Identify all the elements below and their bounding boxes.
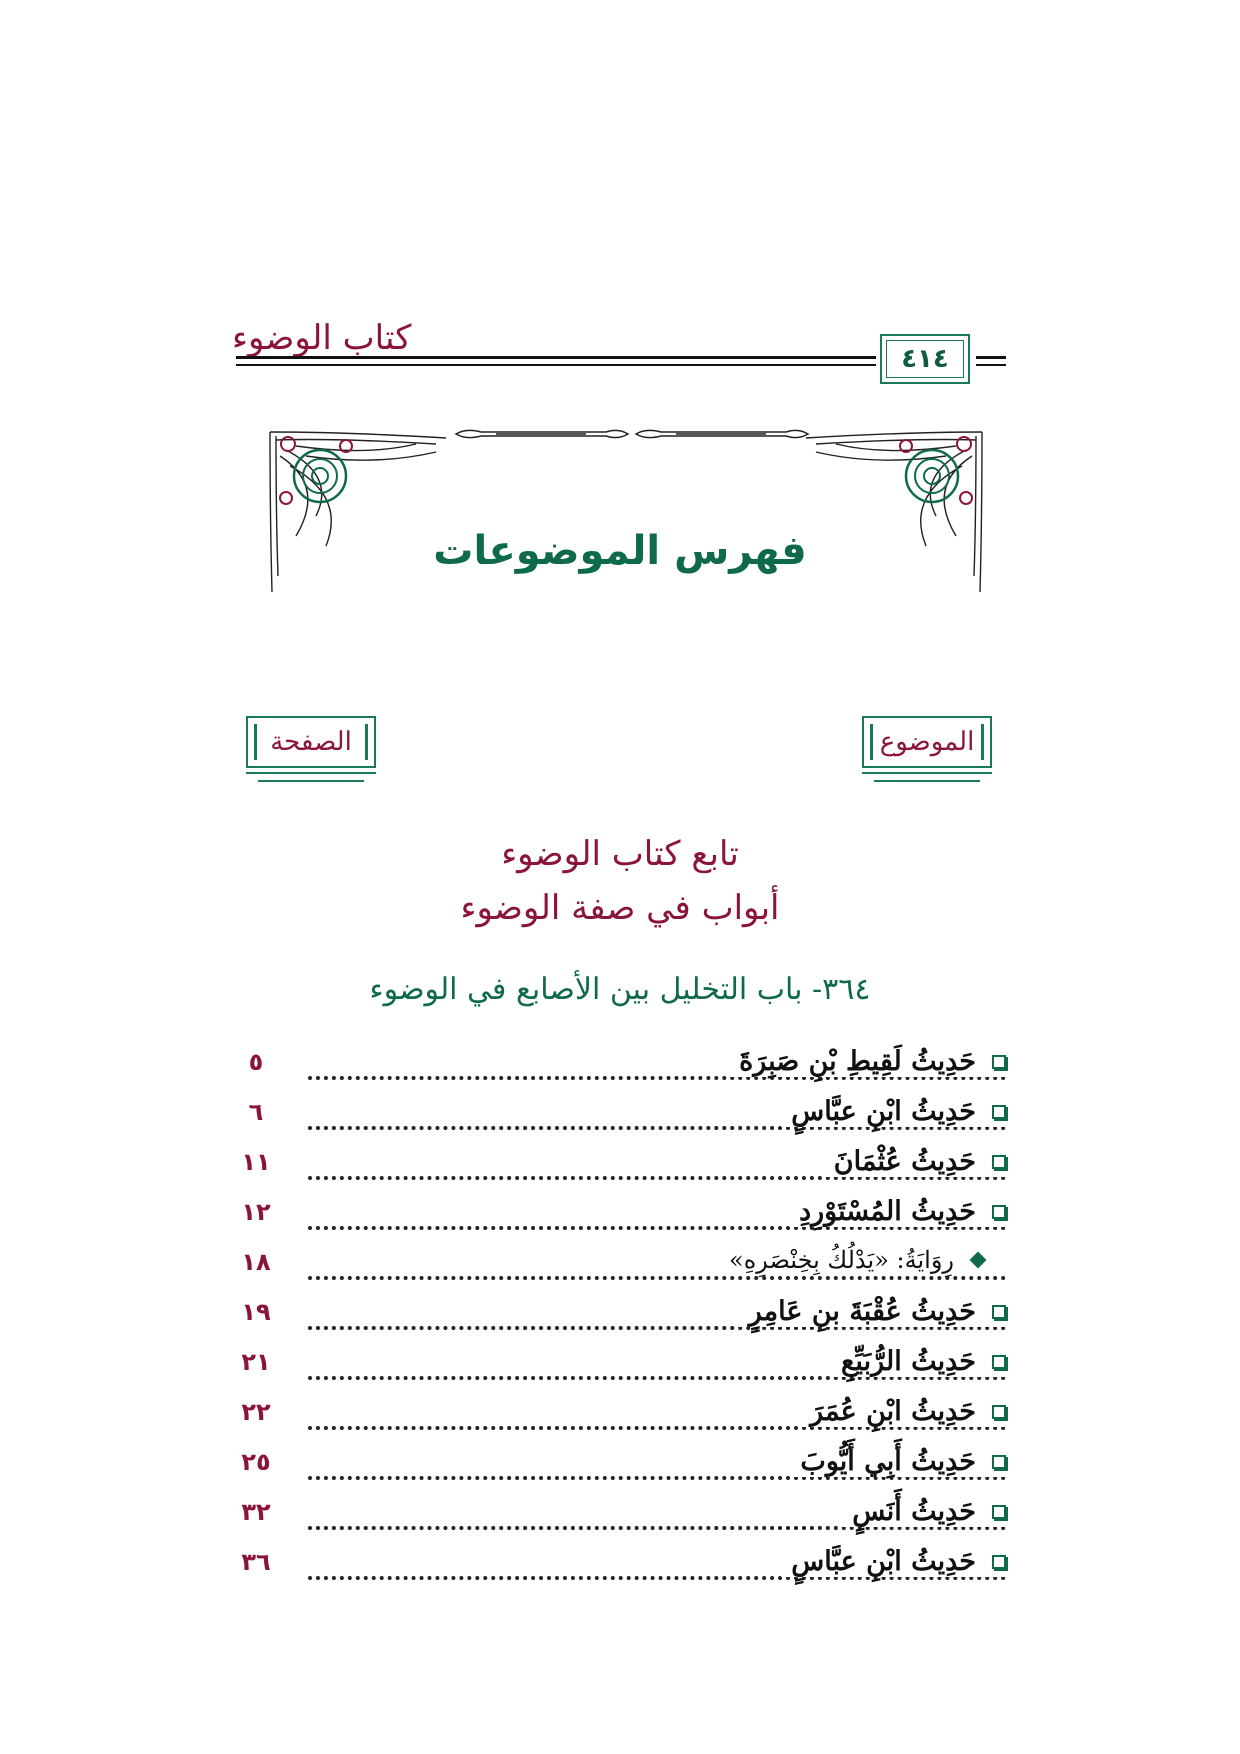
toc-entry-title: حَدِيثُ لَقِيطِ بْنِ صَبِرَةَ xyxy=(739,1046,976,1077)
toc-entry-title: حَدِيثُ ابْنِ عُمَرَ xyxy=(810,1396,976,1427)
toc-entry-page: ٦ xyxy=(248,1098,264,1126)
header-rule xyxy=(236,356,876,359)
square-bullet-icon xyxy=(992,1455,1006,1469)
square-bullet-icon xyxy=(992,1205,1006,1219)
toc-row[interactable] xyxy=(236,1396,1006,1444)
toc-row[interactable] xyxy=(236,1196,1006,1244)
toc-row[interactable] xyxy=(236,1346,1006,1394)
toc-entry-page: ١٨ xyxy=(241,1248,271,1276)
toc-row[interactable] xyxy=(236,1046,1006,1094)
page-title: فهرس الموضوعات xyxy=(433,528,807,574)
square-bullet-icon xyxy=(992,1505,1006,1519)
left-rosette-icon xyxy=(280,437,352,504)
toc-row[interactable] xyxy=(236,1096,1006,1144)
toc-entry-title: حَدِيثُ ابْنِ عبَّاسٍ xyxy=(791,1096,976,1127)
toc-entry-title: حَدِيثُ أَنَسٍ xyxy=(852,1496,976,1527)
toc-entry-page: ١٩ xyxy=(241,1298,271,1326)
toc-entry-title: حَدِيثُ ابْنِ عبَّاسٍ xyxy=(791,1546,976,1577)
toc-entry-page: ١١ xyxy=(241,1148,271,1176)
square-bullet-icon xyxy=(992,1155,1006,1169)
right-rosette-icon xyxy=(900,437,972,504)
toc-row[interactable] xyxy=(236,1546,1006,1594)
toc-entry-title: حَدِيثُ المُسْتَوْرِدِ xyxy=(799,1196,976,1227)
toc-entry-title: حَدِيثُ الرُّبَيِّعِ xyxy=(841,1346,976,1377)
running-header-title: كتاب الوضوء xyxy=(232,318,412,358)
square-bullet-icon xyxy=(992,1305,1006,1319)
toc-subentry-title: رِوَايَةُ: «يَدْلُكُ بِخِنْصَرِهِ» xyxy=(729,1246,954,1274)
column-header-topic: الموضوع xyxy=(862,716,992,768)
toc-row[interactable] xyxy=(236,1496,1006,1544)
page-column-underline-2 xyxy=(258,780,364,782)
section-heading-1: تابع كتاب الوضوء xyxy=(501,834,739,874)
toc-row[interactable] xyxy=(236,1296,1006,1344)
toc-subrow[interactable] xyxy=(236,1246,1006,1294)
toc-entry-page: ٥ xyxy=(248,1048,264,1076)
square-bullet-icon xyxy=(992,1105,1006,1119)
square-bullet-icon xyxy=(992,1355,1006,1369)
toc-entry-title: حَدِيثُ أَبِي أَيُّوبَ xyxy=(800,1446,976,1477)
toc-entry-page: ٢٢ xyxy=(241,1398,271,1426)
diamond-bullet-icon xyxy=(970,1252,987,1269)
page-number: ٤١٤ xyxy=(886,340,964,378)
page-number-box xyxy=(880,334,970,384)
toc-entry-title: حَدِيثُ عُقْبَةَ بنِ عَامِرٍ xyxy=(748,1296,976,1327)
toc-entry-page: ١٢ xyxy=(241,1198,271,1226)
toc-entry-page: ٢١ xyxy=(241,1348,271,1376)
square-bullet-icon xyxy=(992,1555,1006,1569)
page-column-underline xyxy=(246,772,376,774)
column-header-page: الصفحة xyxy=(246,716,376,768)
square-bullet-icon xyxy=(992,1055,1006,1069)
toc-entry-page: ٣٦ xyxy=(241,1548,271,1576)
top-scroll-ornament xyxy=(456,430,808,437)
header-rule-right-thin xyxy=(976,364,1006,366)
chapter-heading: ٣٦٤- باب التخليل بين الأصابع في الوضوء xyxy=(369,972,871,1007)
topic-column-underline xyxy=(862,772,992,774)
toc-entry-page: ٢٥ xyxy=(241,1448,271,1476)
topic-column-underline-2 xyxy=(874,780,980,782)
toc-entry-page: ٣٢ xyxy=(241,1498,271,1526)
header-rule-thin xyxy=(236,364,876,366)
header-rule-right xyxy=(976,356,1006,359)
toc-row[interactable] xyxy=(236,1146,1006,1194)
toc-row[interactable] xyxy=(236,1446,1006,1494)
toc-entry-title: حَدِيثُ عُثْمَانَ xyxy=(833,1146,976,1177)
square-bullet-icon xyxy=(992,1405,1006,1419)
section-heading-2: أبواب في صفة الوضوء xyxy=(460,888,780,928)
